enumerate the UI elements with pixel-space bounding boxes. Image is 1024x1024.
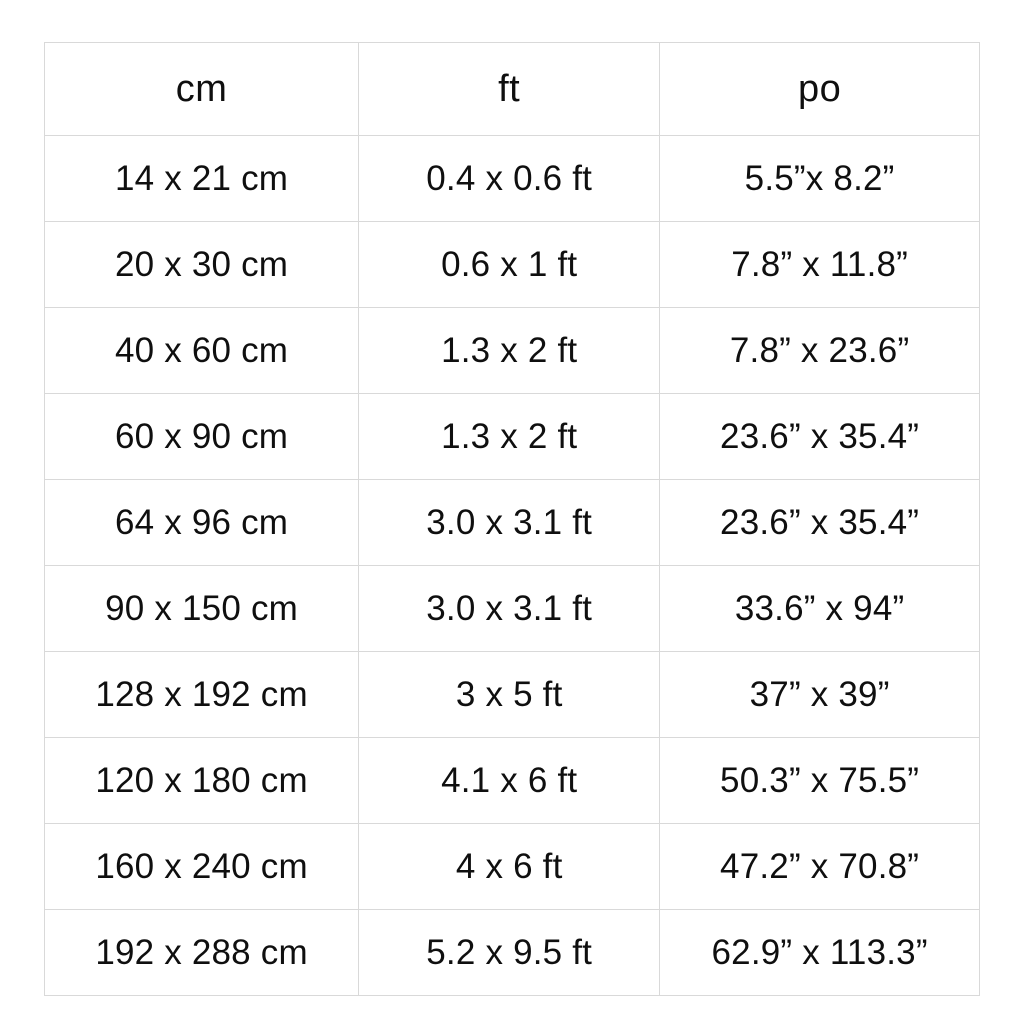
cell-ft: 5.2 x 9.5 ft	[359, 910, 660, 996]
cell-po: 23.6” x 35.4”	[660, 394, 980, 480]
cell-po: 50.3” x 75.5”	[660, 738, 980, 824]
cell-cm: 128 x 192 cm	[45, 652, 359, 738]
cell-cm: 90 x 150 cm	[45, 566, 359, 652]
cell-cm: 120 x 180 cm	[45, 738, 359, 824]
cell-po: 47.2” x 70.8”	[660, 824, 980, 910]
table-row	[45, 652, 980, 738]
size-conversion-table	[44, 42, 980, 996]
cell-cm: 64 x 96 cm	[45, 480, 359, 566]
cell-po: 37” x 39”	[660, 652, 980, 738]
cell-ft: 0.6 x 1 ft	[359, 222, 660, 308]
column-header-ft: ft	[359, 43, 660, 136]
table-row	[45, 738, 980, 824]
cell-ft: 1.3 x 2 ft	[359, 394, 660, 480]
column-header-po: po	[660, 43, 980, 136]
cell-ft: 3 x 5 ft	[359, 652, 660, 738]
cell-po: 7.8” x 23.6”	[660, 308, 980, 394]
cell-po: 62.9” x 113.3”	[660, 910, 980, 996]
table-header	[45, 43, 980, 136]
table-row	[45, 394, 980, 480]
cell-cm: 192 x 288 cm	[45, 910, 359, 996]
cell-po: 5.5”x 8.2”	[660, 136, 980, 222]
table-header-row	[45, 43, 980, 136]
table-row	[45, 824, 980, 910]
table-row	[45, 136, 980, 222]
table-body	[45, 136, 980, 996]
cell-cm: 40 x 60 cm	[45, 308, 359, 394]
cell-ft: 3.0 x 3.1 ft	[359, 566, 660, 652]
cell-po: 33.6” x 94”	[660, 566, 980, 652]
column-header-cm: cm	[45, 43, 359, 136]
cell-ft: 3.0 x 3.1 ft	[359, 480, 660, 566]
cell-po: 7.8” x 11.8”	[660, 222, 980, 308]
table-row	[45, 222, 980, 308]
cell-cm: 160 x 240 cm	[45, 824, 359, 910]
table-row	[45, 910, 980, 996]
cell-cm: 20 x 30 cm	[45, 222, 359, 308]
cell-ft: 0.4 x 0.6 ft	[359, 136, 660, 222]
cell-ft: 4 x 6 ft	[359, 824, 660, 910]
cell-po: 23.6” x 35.4”	[660, 480, 980, 566]
table-row	[45, 308, 980, 394]
size-conversion-table-wrapper	[44, 42, 980, 974]
cell-ft: 4.1 x 6 ft	[359, 738, 660, 824]
cell-ft: 1.3 x 2 ft	[359, 308, 660, 394]
table-row	[45, 480, 980, 566]
cell-cm: 60 x 90 cm	[45, 394, 359, 480]
cell-cm: 14 x 21 cm	[45, 136, 359, 222]
table-row	[45, 566, 980, 652]
